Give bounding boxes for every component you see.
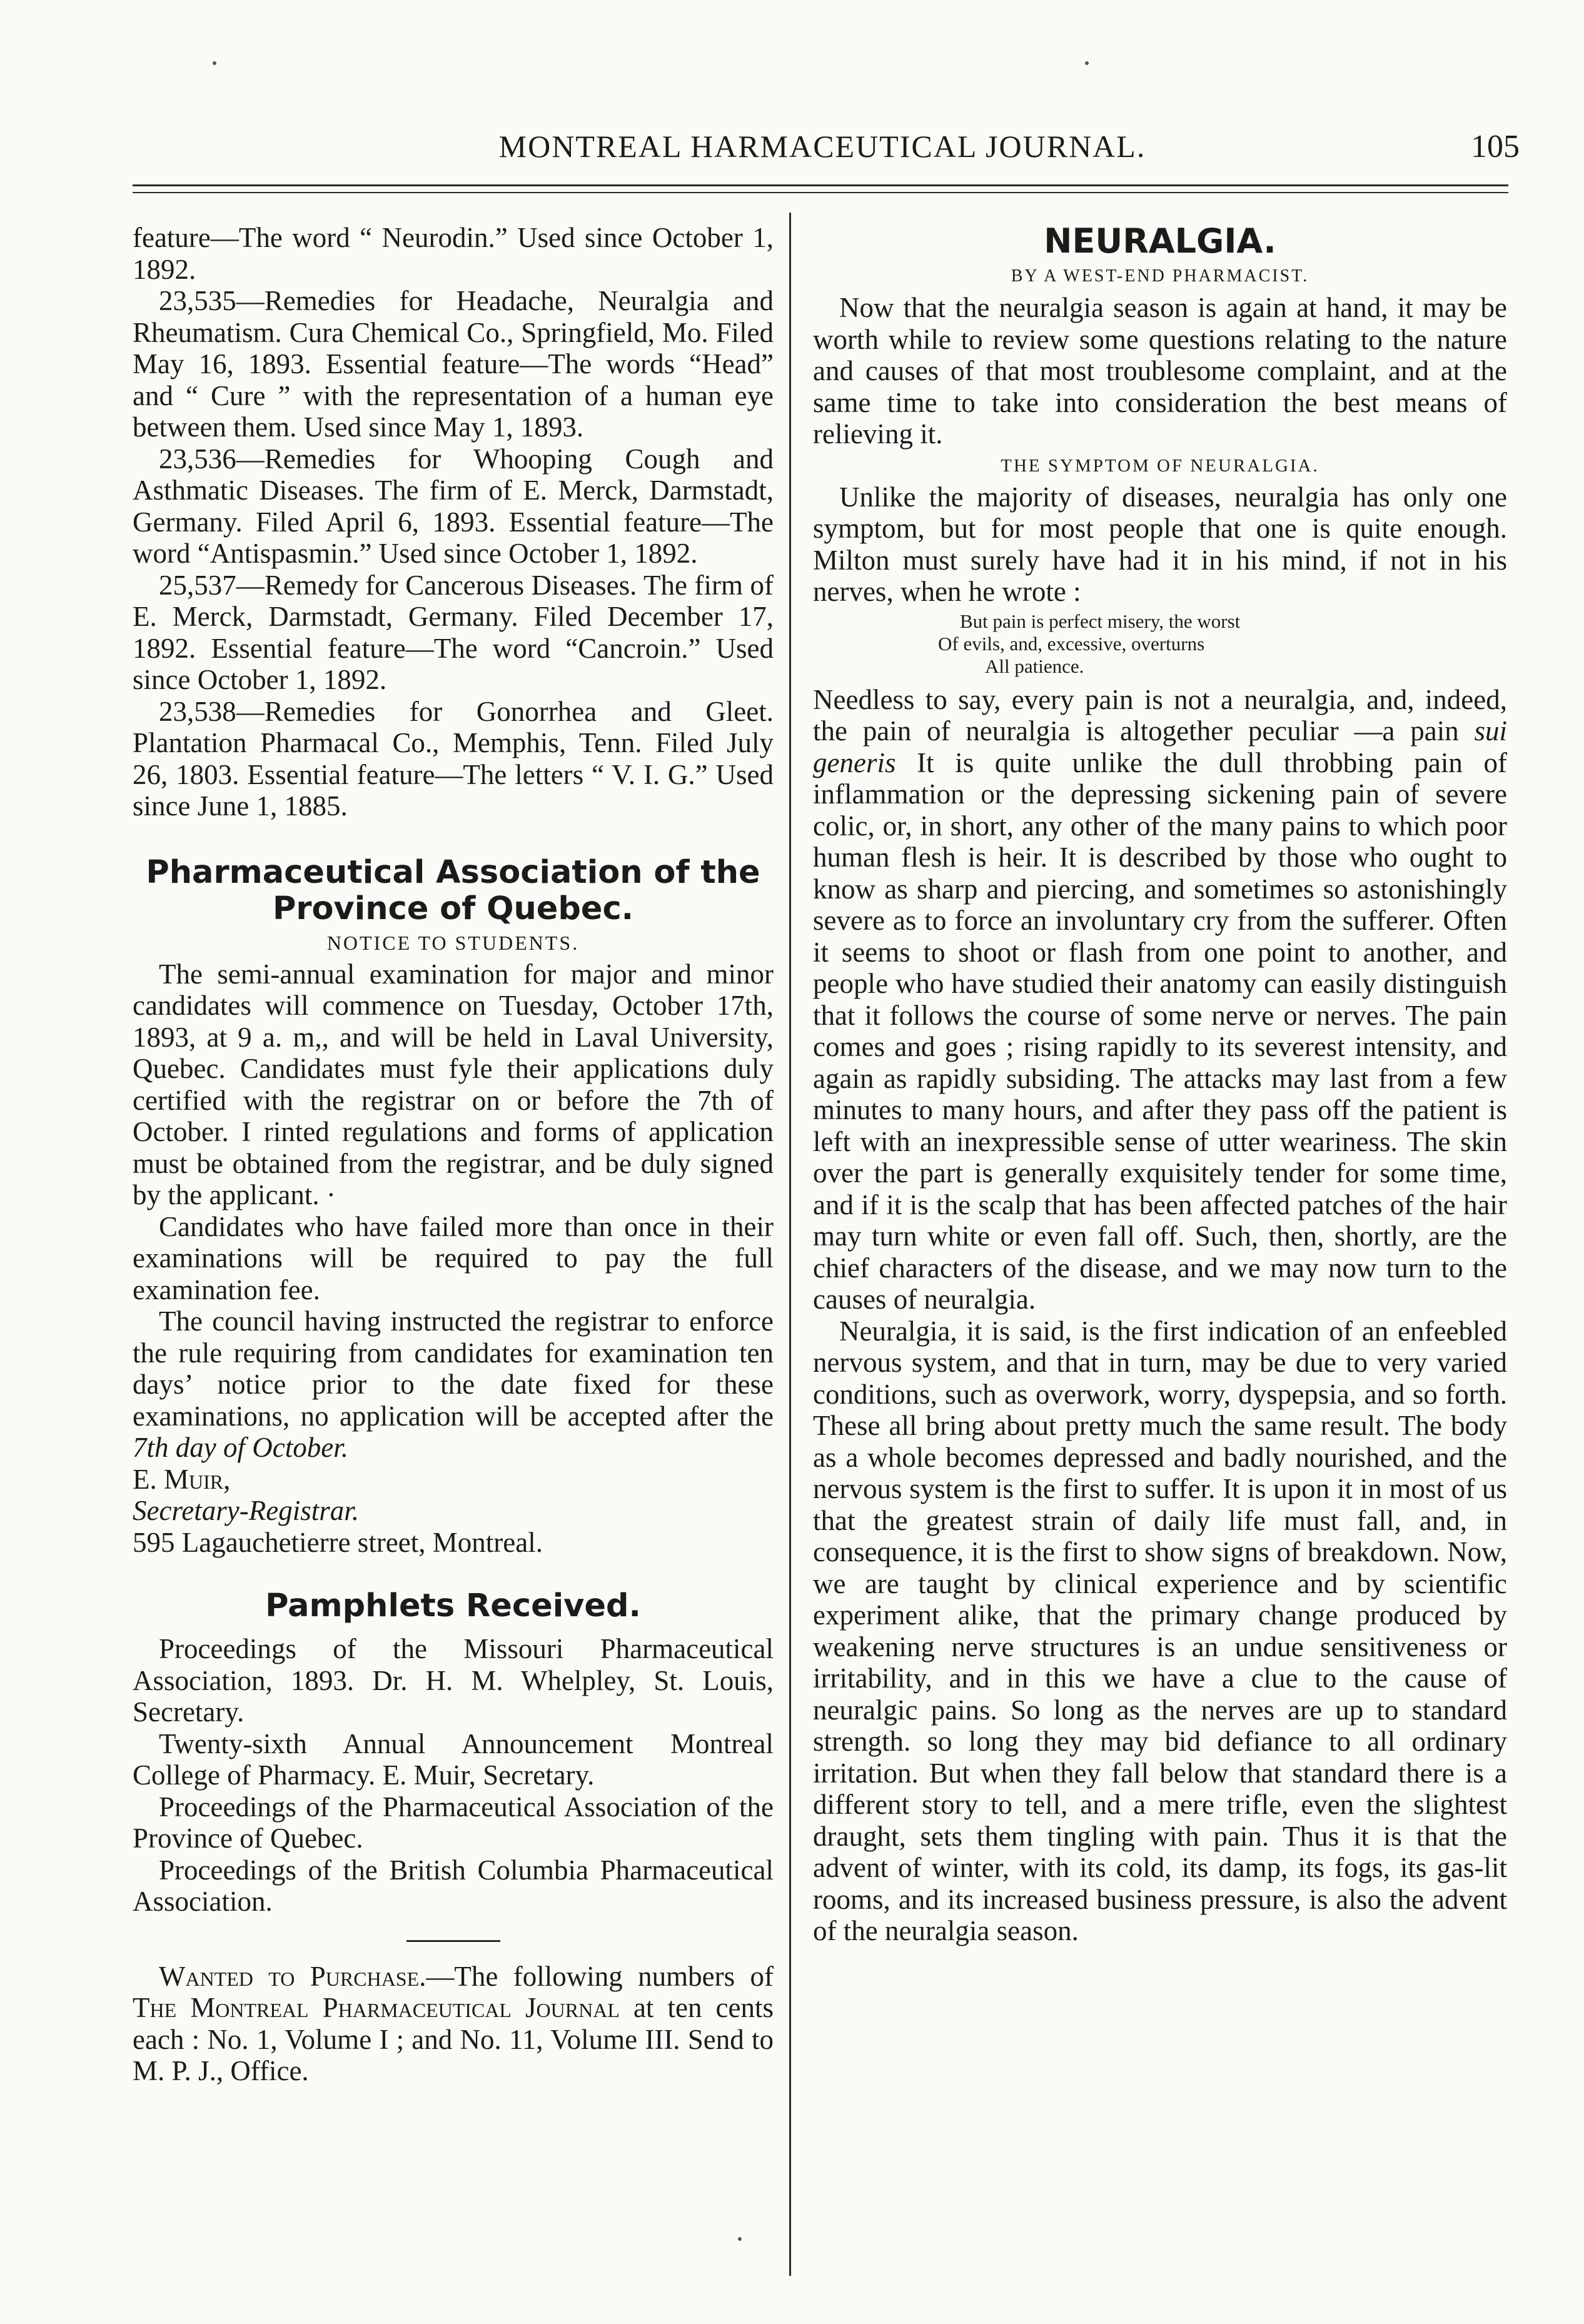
header-rule: [133, 184, 1508, 186]
section-rule: [406, 1940, 500, 1942]
pamphlet-item: Proceedings of the Missouri Pharmaceutical Association, 1893. Dr. H. M. Whelpley, St. Louis, Secretary.: [133, 1633, 774, 1728]
page-number: 105: [1471, 129, 1520, 164]
header-rule-thin: [133, 192, 1508, 193]
left-column: [133, 222, 774, 2087]
milton-quotation: [813, 610, 1507, 678]
pamphlets-heading: Pamphlets Received.: [265, 1587, 641, 1624]
column-divider: [789, 213, 791, 2276]
article-byline: BY A WEST-END PHARMACIST.: [1011, 266, 1309, 286]
journal-name: The Montreal Pharmaceutical Journal: [133, 1992, 620, 2023]
address-line: 595 Lagauchetierre street, Montreal.: [133, 1526, 543, 1558]
article-paragraph: Now that the neuralgia season is again at hand, it may be worth while to review some questions relating to the nature and causes of that most troublesome complaint, and at the same time to take into consideration the best means of relieving it.: [813, 292, 1507, 450]
article-paragraph: Unlike the majority of diseases, neuralgia has only one symptom, but for most people that one is quite enough. Milton must surely have had it in his mind, if not in his nerves, when he wrote :: [813, 481, 1507, 607]
verse-line: But pain is perfect misery, the worst: [960, 610, 1241, 632]
notice-subheading: NOTICE TO STUDENTS.: [326, 931, 580, 954]
page-header: [0, 0, 1584, 206]
trademark-entry: feature—The word “ Neurodin.” Used since October 1, 1892.: [133, 222, 774, 285]
association-heading: Pharmaceutical Association of the Province of Quebec.: [146, 853, 760, 927]
verse-line: Of evils, and, excessive, overturns: [938, 632, 1205, 655]
print-speck: [1085, 61, 1089, 65]
article-paragraph: [813, 684, 1507, 1315]
signature-name: E. Muir,: [133, 1463, 231, 1495]
wanted-text: —The following numbers of: [426, 1960, 774, 1992]
notice-paragraph: [133, 1305, 774, 1464]
verse-line: All patience.: [985, 655, 1084, 677]
trademark-entry: 23,535—Remedies for Headache, Neuralgia and Rheumatism. Cura Chemical Co., Springfield, Mo. Filed May 16, 1893. Essential feature—The words “Head” and “ Cure ” with the representation of a human eye between them. Used since May 1, 1893.: [133, 285, 774, 443]
pamphlet-item: Proceedings of the British Columbia Pharmaceutical Association.: [133, 1854, 774, 1917]
print-speck: [213, 61, 216, 65]
pamphlet-item: Twenty-sixth Annual Announcement Montreal College of Pharmacy. E. Muir, Secretary.: [133, 1728, 774, 1791]
article-title: NEURALGIA.: [1044, 221, 1276, 261]
notice-paragraph: Candidates who have failed more than once in their examinations will be required to pay the full examination fee.: [133, 1210, 774, 1305]
symptom-subheading: THE SYMPTOM OF NEURALGIA.: [1001, 455, 1319, 476]
print-speck: [738, 2237, 742, 2241]
notice-paragraph: The semi-annual examination for major and minor candidates will commence on Tuesday, October 17th, 1893, at 9 a. m,, and will be held in Laval University, Quebec. Candidates must fyle their applications duly certified with the registrar on or before the 7th of October. I rinted regulations and forms of application must be obtained from the registrar, and be duly signed by the applicant. ·: [133, 958, 774, 1210]
trademark-entry: 25,537—Remedy for Cancerous Diseases. The firm of E. Merck, Darmstadt, Germany. Filed December 17, 1892. Essential feature—The word “Cancroin.” Used since October 1, 1892.: [133, 569, 774, 695]
wanted-text: at ten cents each : No. 1, Volume I ; and No. 11, Volume III. Send to M. P. J., Office.: [133, 1992, 774, 2086]
body-text: It is quite unlike the dull throbbing pain of inflammation or the depressing sickening pain of severe colic, or, in short, any other of the many pains to which poor human flesh is heir. It is described by those who ought to know as sharp and piercing, and sometimes so astonishingly severe as to force an involuntary cry from the sufferer. Often it seems to shoot or flash from one point to another, and people who have studied their anatomy can easily distinguish that it follows the course of some nerve or nerves. The pain comes and goes ; rising rapidly to its severest intensity, and again as rapidly subsiding. The attacks may last from a few minutes to many hours, and after they pass off the patient is left with an inexpressible sense of utter weariness. The skin over the part is generally exquisitely tender for some time, and if it is the scalp that has been affected patches of the hair may turn white or even fall off. Such, then, shortly, are the chief characters of the disease, and we may now turn to the causes of neuralgia.: [813, 747, 1507, 1315]
pamphlet-item: Proceedings of the Pharmaceutical Association of the Province of Quebec.: [133, 1791, 774, 1854]
right-column: [813, 222, 1507, 1947]
article-paragraph: Neuralgia, it is said, is the first indication of an enfeebled nervous system, and that in turn, may be due to very varied conditions, such as overwork, worry, dyspepsia, and so forth. These all bring about pretty much the same result. The body as a whole becomes depressed and badly nourished, and the nervous system is the first to suffer. It is upon it in most of us that the greatest strain of daily life must fall, and, in consequence, it is the first to show signs of breakdown. Now, we are taught by clinical experience and by scientific experiment alike, that the primary change produced by weakening nerve structures is an undue sensitiveness or irritability, and in this we have a clue to the cause of neuralgic pains. So long as the nerves are up to standard strength. so long they may bid defiance to all ordinary irritation. But when they fall below that standard there is a different story to tell, and a mere trifle, even the slightest draught, sets them tingling with pain. Thus it is that the advent of winter, with its cold, its damp, its fogs, its gas-lit rooms, and its increased business pressure, is also the advent of the neuralgia season.: [813, 1315, 1507, 1946]
wanted-notice: [133, 1961, 774, 2087]
wanted-lead: Wanted to Purchase.: [159, 1960, 426, 1992]
trademark-entry: 23,536—Remedies for Whooping Cough and Asthmatic Diseases. The firm of E. Merck, Darmstadt, Germany. Filed April 6, 1893. Essential feature—The word “Antispasmin.” Used since October 1, 1892.: [133, 443, 774, 569]
trademark-entry: 23,538—Remedies for Gonorrhea and Gleet. Plantation Pharmacal Co., Memphis, Tenn. Filed July 26, 1803. Essential feature—The letters “ V. I. G.” Used since June 1, 1885.: [133, 695, 774, 822]
deadline-date: 7th day of October.: [133, 1432, 348, 1463]
council-text: The council having instructed the registrar to enforce the rule requiring from candidates for examination ten days’ notice prior to the date fixed for these examinations, no application will be accepted after the: [133, 1305, 774, 1432]
running-head: MONTREAL HARMACEUTICAL JOURNAL.: [498, 129, 1146, 164]
signature-title: Secretary-Registrar.: [133, 1495, 359, 1526]
sui-generis: sui generis: [813, 715, 1507, 778]
body-text: Needless to say, every pain is not a neuralgia, and, indeed, the pain of neuralgia is altogether peculiar —a pain: [813, 683, 1507, 747]
